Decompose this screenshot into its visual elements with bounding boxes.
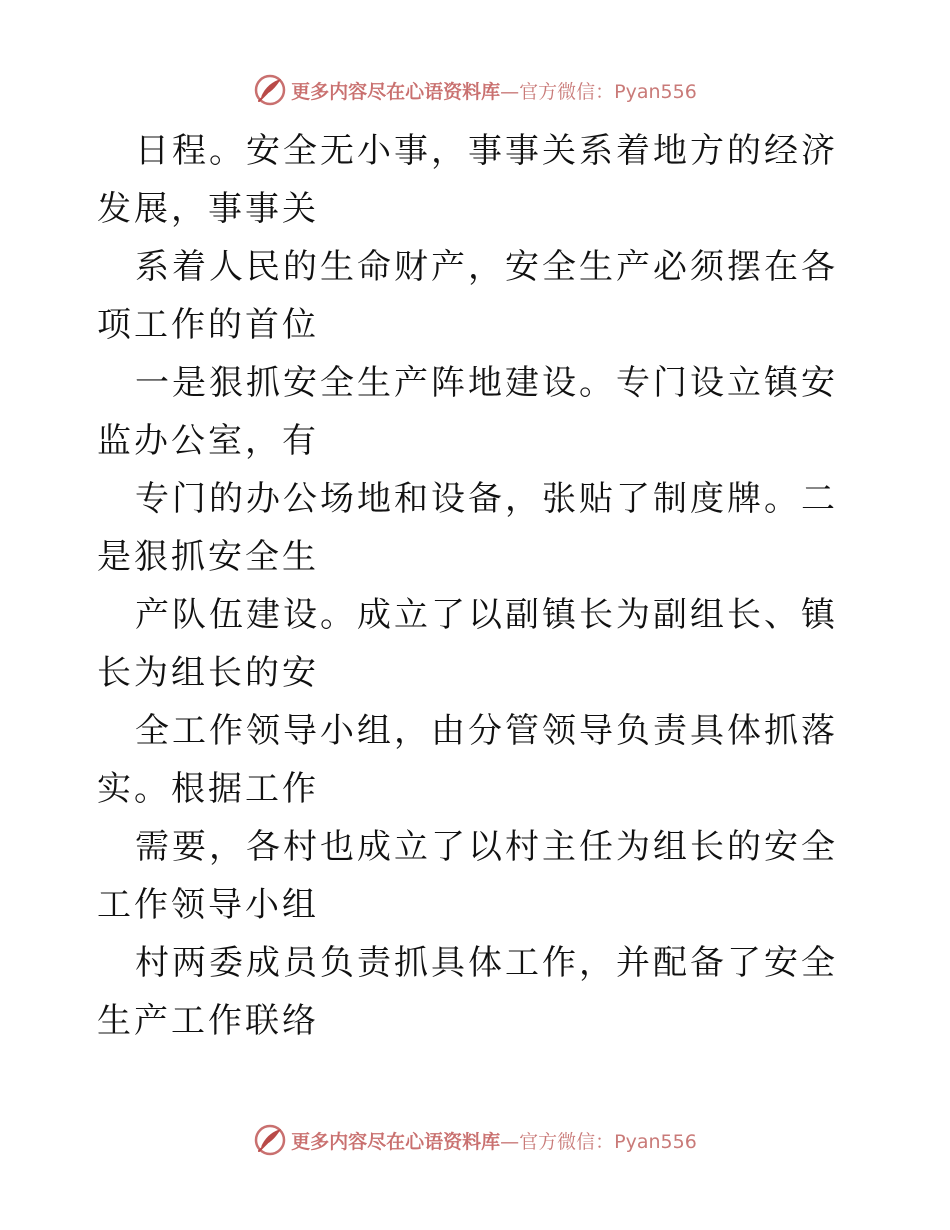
header-banner-tail: —官方微信：Pyan556 [500,80,697,103]
footer-banner-tail: —官方微信：Pyan556 [500,1130,697,1153]
paragraph: 村两委成员负责抓具体工作，并配备了安全生产工作联络 [97,943,838,1041]
document-body [97,122,857,1050]
paragraph: 一是狠抓安全生产阵地建设。专门设立镇安监办公室，有 [97,363,838,461]
paragraph: 全工作领导小组，由分管领导负责具体抓落实。根据工作 [97,711,838,809]
header-banner-lead: 更多内容尽在心语资料库 [291,80,501,103]
quill-pen-logo-icon [253,73,287,107]
footer-watermark-banner [0,1120,950,1160]
footer-banner-lead: 更多内容尽在心语资料库 [291,1130,501,1153]
paragraph: 产队伍建设。成立了以副镇长为副组长、镇长为组长的安 [97,595,838,693]
paragraph: 专门的办公场地和设备，张贴了制度牌。二是狠抓安全生 [97,479,838,577]
footer-banner-text [291,1127,697,1154]
paragraph: 需要，各村也成立了以村主任为组长的安全工作领导小组 [97,827,838,925]
header-banner-text [291,77,697,104]
paragraph: 系着人民的生命财产，安全生产必须摆在各项工作的首位 [97,247,838,345]
quill-pen-logo-icon [253,1123,287,1157]
header-watermark-banner [0,70,950,110]
paragraph: 日程。安全无小事，事事关系着地方的经济发展，事事关 [97,131,838,229]
